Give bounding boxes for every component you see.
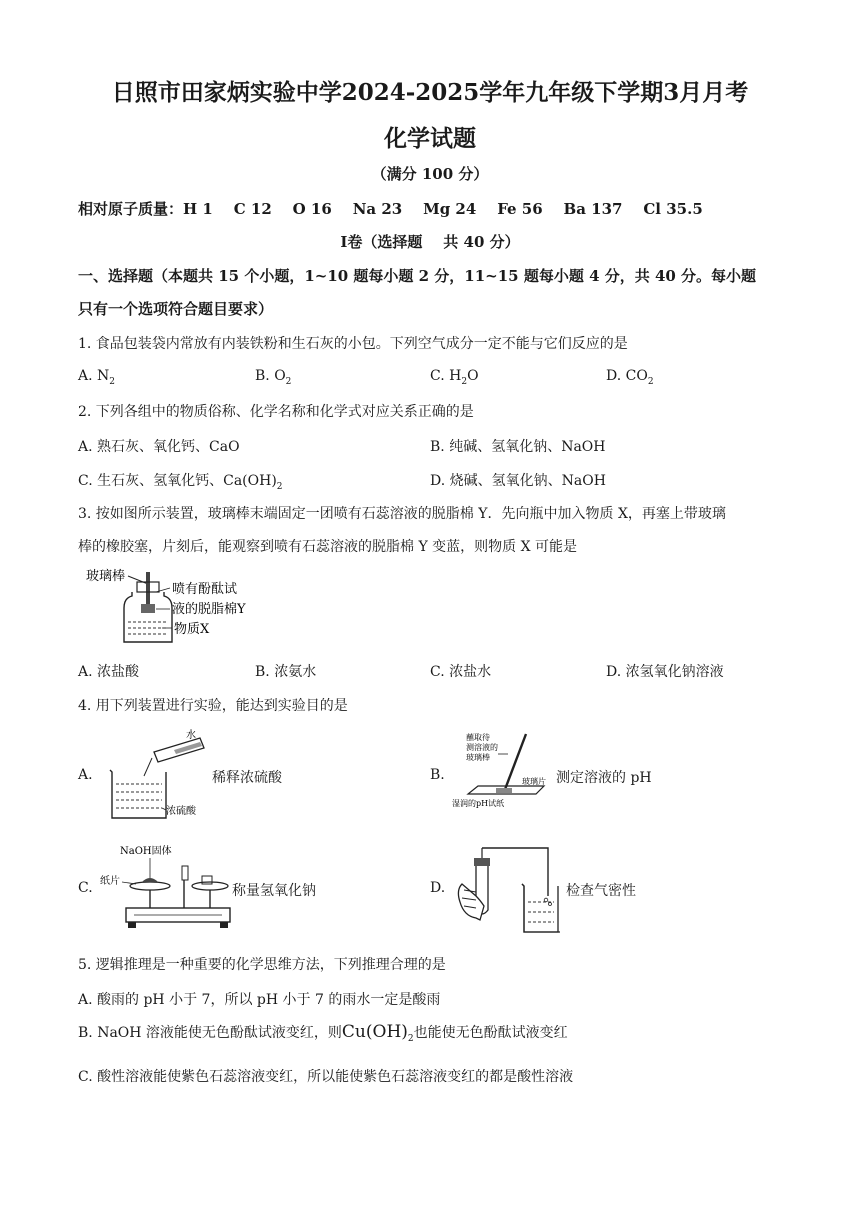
q5-option-c: C. 酸性溶液能使紫色石蕊溶液变红，所以能使紫色石蕊溶液变红的都是酸性溶液 bbox=[78, 1069, 574, 1085]
q2-option-c: C. 生石灰、氢氧化钙、$Ca(OH)_2$ bbox=[78, 473, 283, 492]
q3-glass-rod bbox=[146, 572, 150, 606]
q4d-stopper bbox=[474, 858, 490, 866]
section-heading-line1: 一、选择题（本题共 15 个小题，1~10 题每小题 2 分，11~15 题每小题 4 分，共 40 分。每小题 bbox=[78, 267, 757, 285]
q4-figure-d bbox=[450, 840, 560, 936]
q4-figure-a bbox=[104, 724, 214, 824]
q1-option-a: A. $N_2$ bbox=[78, 368, 115, 387]
q2-option-b: B. 纯碱、氢氧化钠、NaOH bbox=[430, 439, 606, 455]
q4d-beaker bbox=[522, 884, 558, 932]
exam-subject: 化学试题 bbox=[384, 125, 476, 152]
q4-option-a-text: 稀释浓硫酸 bbox=[212, 770, 282, 786]
q4-option-c-text: 称量氢氧化钠 bbox=[232, 883, 316, 899]
q2-option-a: A. 熟石灰、氧化钙、CaO bbox=[78, 439, 240, 455]
q2-stem: 2. 下列各组中的物质俗称、化学名称和化学式对应关系正确的是 bbox=[78, 404, 474, 420]
atomic-mass: 相对原子质量：H 1 C 12 O 16 Na 23 Mg 24 Fe 56 Ba 137 Cl 35.5 bbox=[78, 200, 703, 218]
q5-stem: 5. 逻辑推理是一种重要的化学思维方法，下列推理合理的是 bbox=[78, 957, 446, 973]
full-score: （满分 100 分） bbox=[371, 165, 489, 183]
q4c-right-pan bbox=[192, 882, 228, 890]
q1-stem: 1. 食品包装袋内常放有内装铁粉和生石灰的小包。下列空气成分一定不能与它们反应的是 bbox=[78, 336, 628, 352]
q4a-fig-label-water: 水 bbox=[186, 730, 196, 741]
q3-cotton-y bbox=[141, 604, 155, 613]
exam-title: 日照市田家炳实验中学2024-2025学年九年级下学期3月月考 bbox=[111, 79, 749, 106]
q4-figure-c bbox=[98, 840, 232, 936]
q4a-fig-label-acid: 浓硫酸 bbox=[166, 806, 196, 817]
q4d-delivery-tube bbox=[482, 848, 548, 896]
q3-apparatus-figure bbox=[84, 566, 284, 648]
q4c-naoh-solid bbox=[142, 878, 158, 882]
q3-fig-label-cotton-2: 液的脱脂棉Y bbox=[172, 602, 246, 617]
q3-rod-pointer bbox=[128, 576, 148, 584]
q4-option-c-letter: C. bbox=[78, 880, 93, 896]
q3-option-b: B. 浓氨水 bbox=[255, 664, 317, 680]
q5-option-b: B. NaOH 溶液能使无色酚酞试液变红，则$Cu(OH)_2$也能使无色酚酞试液变红 bbox=[78, 1022, 568, 1044]
q4b-ph-paper bbox=[496, 788, 512, 793]
q4a-beaker bbox=[110, 770, 166, 818]
q4-option-d-letter: D. bbox=[430, 880, 446, 896]
q3-option-c: C. 浓盐水 bbox=[430, 664, 492, 680]
q1-option-d: D. $CO_2$ bbox=[606, 368, 654, 387]
q3-fig-label-substance: 物质X bbox=[174, 622, 210, 637]
q4-option-d-text: 检查气密性 bbox=[566, 883, 636, 899]
volume-heading: Ⅰ卷（选择题 共 40 分） bbox=[340, 233, 520, 251]
q4b-fig-label-4: 玻璃片 bbox=[522, 777, 546, 786]
q4c-left-pan bbox=[130, 882, 170, 890]
q4-option-b-letter: B. bbox=[430, 767, 445, 783]
q4b-fig-label-5: 湿润的pH试纸 bbox=[452, 799, 505, 808]
q3-option-a: A. 浓盐酸 bbox=[78, 664, 140, 680]
q4b-fig-label-3: 玻璃棒 bbox=[466, 753, 490, 762]
q3-fig-label-rod: 玻璃棒 bbox=[86, 569, 126, 584]
q5-option-a: A. 酸雨的 pH 小于 7，所以 pH 小于 7 的雨水一定是酸雨 bbox=[78, 992, 441, 1008]
q3-fig-label-cotton-1: 喷有酚酞试 bbox=[172, 582, 238, 597]
q4b-fig-label-2: 测溶液的 bbox=[466, 743, 498, 752]
q3-stem-line2: 棒的橡胶塞，片刻后，能观察到喷有石蕊溶液的脱脂棉 Y 变蓝，则物质 X 可能是 bbox=[78, 539, 578, 555]
q4-stem: 4. 用下列装置进行实验，能达到实验目的是 bbox=[78, 698, 348, 714]
q4d-hand bbox=[458, 884, 484, 920]
q4-option-b-text: 测定溶液的 pH bbox=[556, 770, 652, 786]
q4b-fig-label-1: 蘸取待 bbox=[466, 733, 490, 742]
q4c-fig-label-naoh: NaOH固体 bbox=[120, 846, 172, 857]
q1-option-b: B. $O_2$ bbox=[255, 368, 292, 387]
q2-option-d: D. 烧碱、氢氧化钠、NaOH bbox=[430, 473, 606, 489]
q3-option-d: D. 浓氢氧化钠溶液 bbox=[606, 664, 724, 680]
q3-stem-line1: 3. 按如图所示装置，玻璃棒末端固定一团喷有石蕊溶液的脱脂棉 Y．先向瓶中加入物质 X，再塞上带玻璃 bbox=[78, 506, 726, 522]
section-heading-line2: 只有一个选项符合题目要求） bbox=[78, 300, 274, 318]
q4-figure-b bbox=[448, 728, 554, 812]
q1-option-c: C. $H_2O$ bbox=[430, 368, 479, 387]
q4c-fig-label-paper: 纸片 bbox=[100, 876, 120, 887]
q4-option-a-letter: A. bbox=[78, 767, 93, 783]
